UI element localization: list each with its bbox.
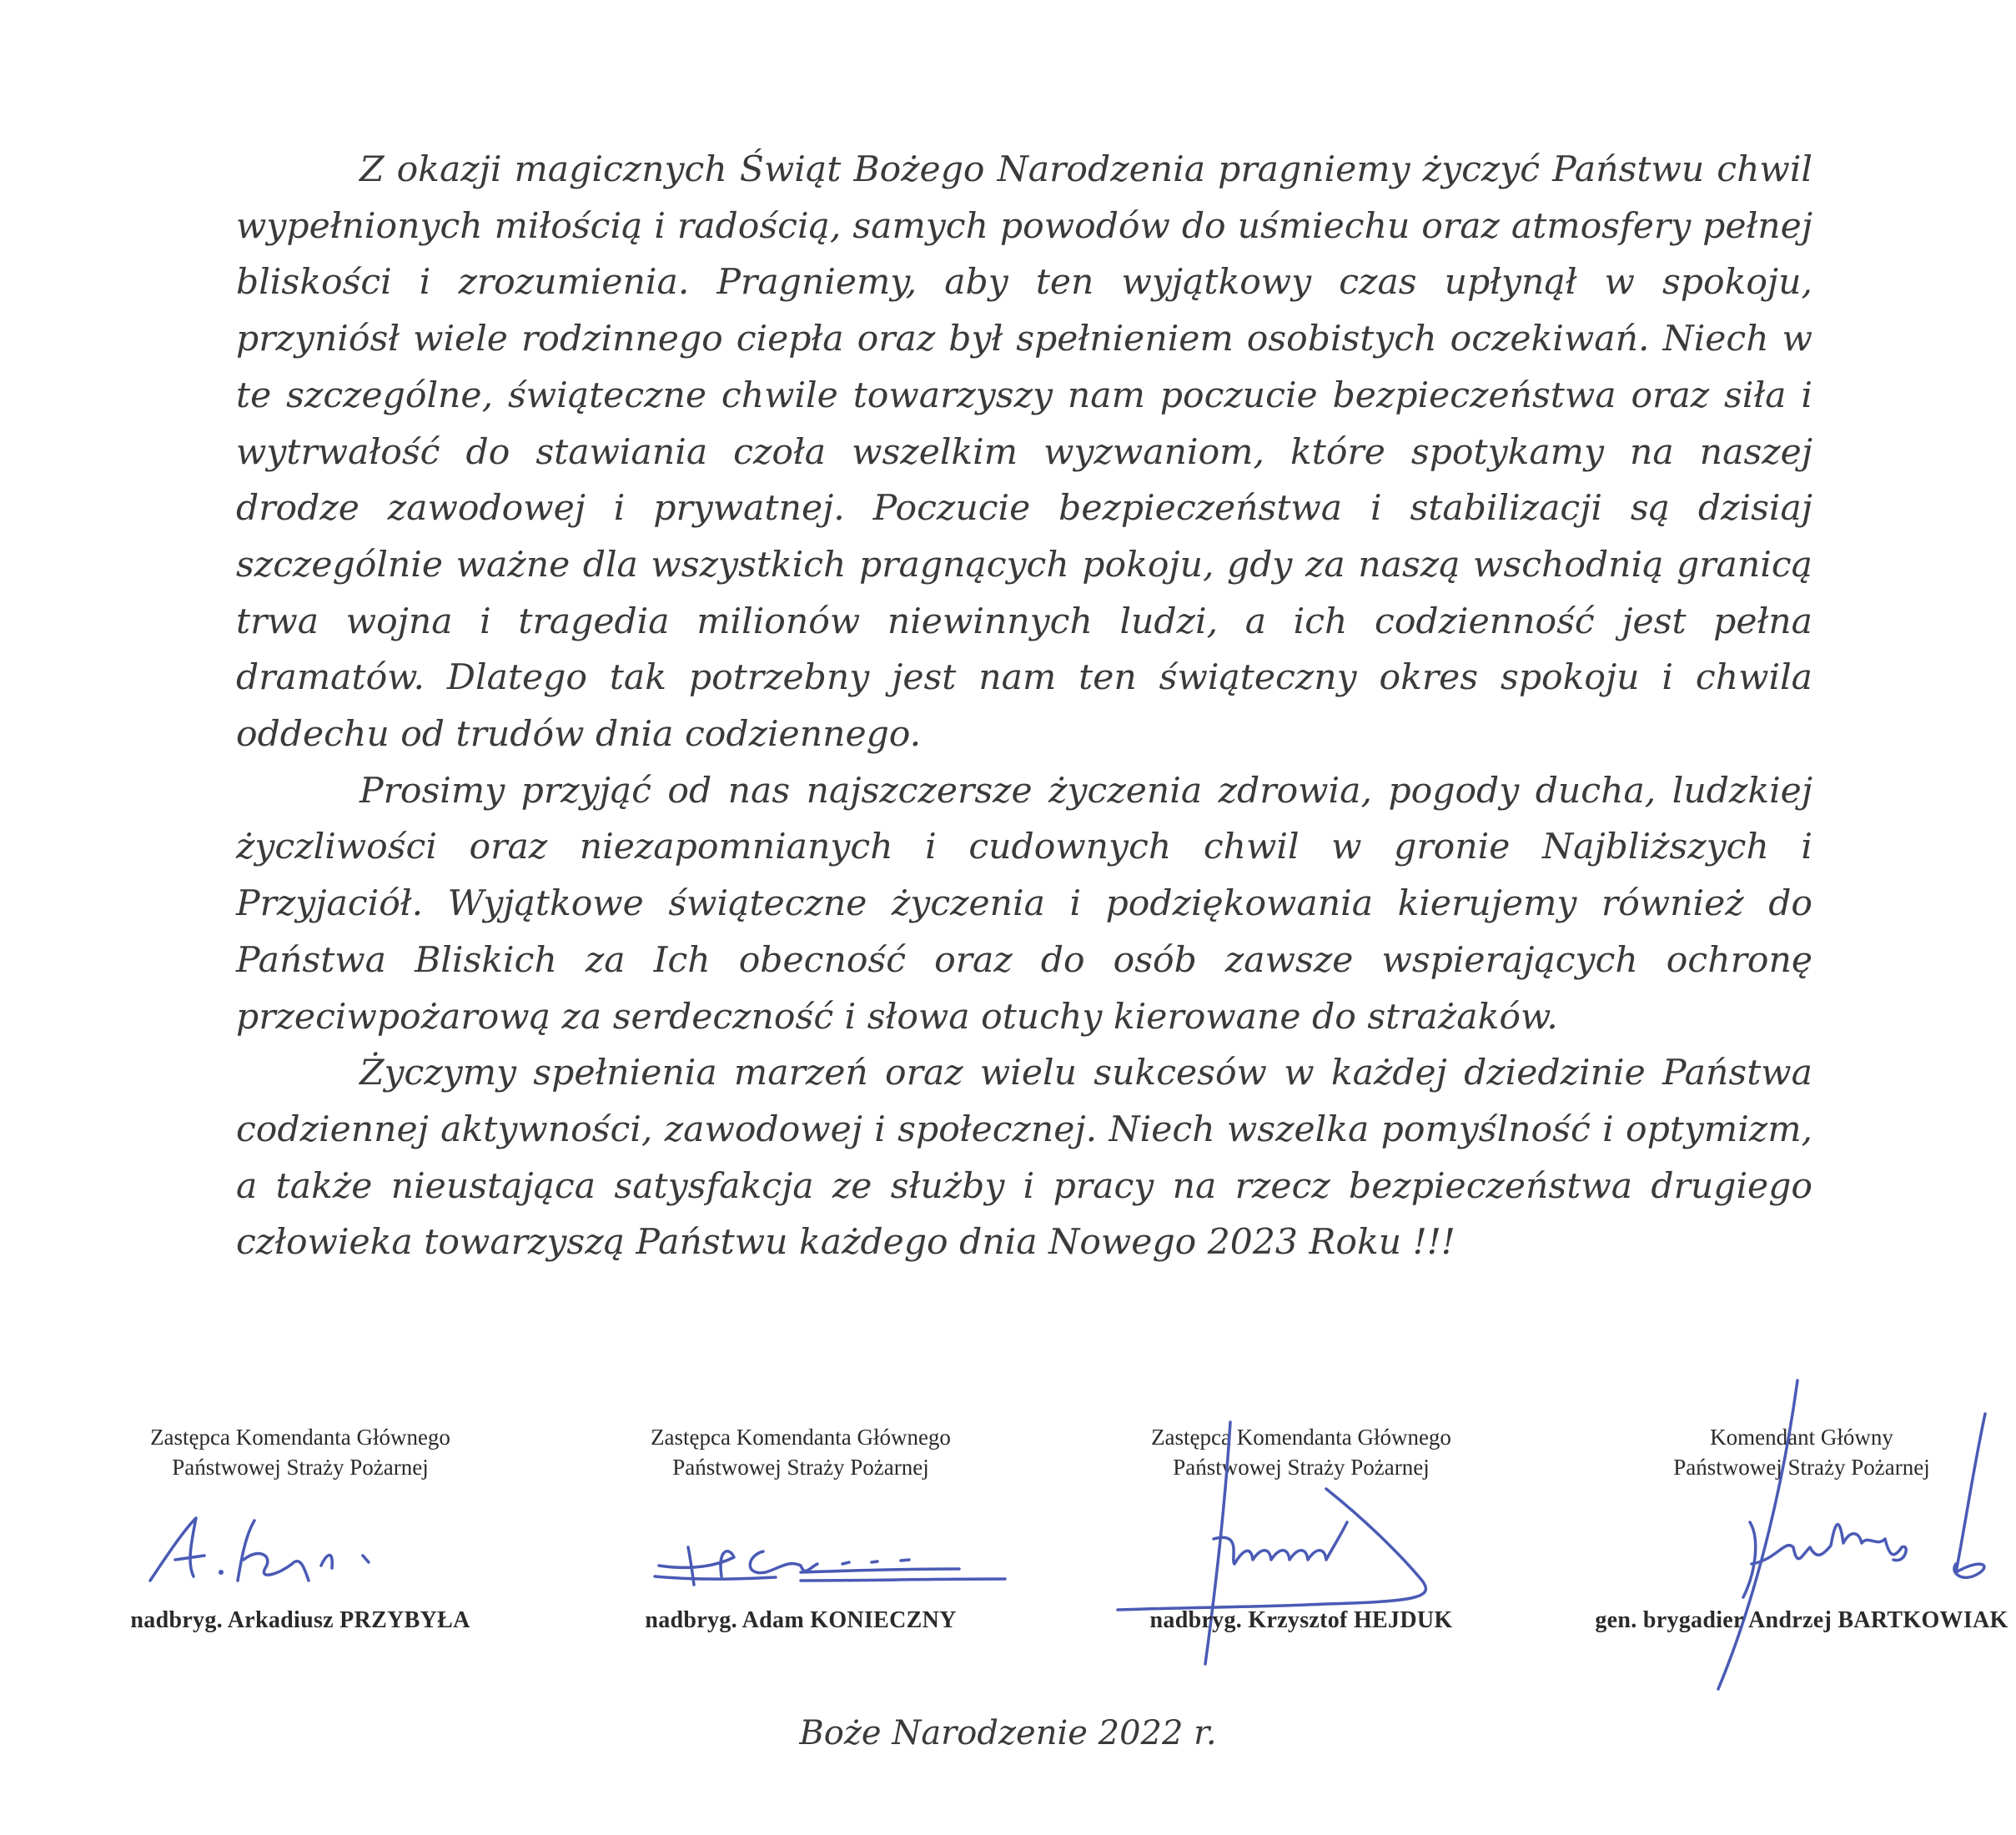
handwritten-signature-1 bbox=[50, 1422, 551, 1614]
signatory-2 bbox=[551, 1422, 1051, 1656]
signatory-role-line1: Zastępca Komendanta Głównego bbox=[651, 1425, 951, 1450]
letter-paragraph-2: Prosimy przyjąć od nas najszczersze życzenia zdrowia, pogody ducha, ludzkiej życzliwości oraz niezapomnianych i cudownych chwil w gronie Najbliższych i Przyjaciół. Wyjątkowe świąteczne życzenia i podziękowania kierujemy również do Państwa Bliskich za Ich obecność oraz do osób zawsze wspierających ochronę przeciwpożarową za serdeczność i słowa otuchy kierowane do strażaków. bbox=[236, 770, 1812, 1038]
handwritten-signature-3 bbox=[1051, 1422, 1551, 1672]
signatory-name: nadbryg. Adam KONIECZNY bbox=[645, 1607, 957, 1633]
handwritten-signature-4 bbox=[1551, 1422, 2016, 1697]
signatory-name: nadbryg. Arkadiusz PRZYBYŁA bbox=[130, 1607, 470, 1633]
letter-body bbox=[236, 142, 1812, 1271]
signatory-role-line2: Państwowej Straży Pożarnej bbox=[672, 1455, 929, 1480]
signatory-role-line2: Państwowej Straży Pożarnej bbox=[1673, 1455, 1930, 1480]
letter-paragraph-3: Życzymy spełnienia marzeń oraz wielu sukcesów w każdej dziedzinie Państwa codziennej aktywności, zawodowej i społecznej. Niech wszelka pomyślność i optymizm, a także nieustająca satysfakcja ze służby i pracy na rzecz bezpieczeństwa drugiego człowieka towarzyszą Państwu każdego dnia Nowego 2023 Roku !!! bbox=[236, 1053, 1812, 1264]
handwritten-signature-2 bbox=[551, 1422, 1051, 1614]
letter-paragraph-1: Z okazji magicznych Świąt Bożego Narodzenia pragniemy życzyć Państwu chwil wypełnionych miłością i radością, samych powodów do uśmiechu oraz atmosfery pełnej bliskości i zrozumienia. Pragniemy, aby ten wyjątkowy czas upłynął w spokoju, przyniósł wiele rodzinnego ciepła oraz był spełnieniem osobistych oczekiwań. Niech w te szczególne, świąteczne chwile towarzyszy nam poczucie bezpieczeństwa oraz siła i wytrwałość do stawiania czoła wszelkim wyzwaniom, które spotykamy na naszej drodze zawodowej i prywatnej. Poczucie bezpieczeństwa i stabilizacji są dzisiaj szczególnie ważne dla wszystkich pragnących pokoju, gdy za naszą wschodnią granicą trwa wojna i tragedia milionów niewinnych ludzi, a ich codzienność jest pełna dramatów. Dlatego tak potrzebny jest nam ten świąteczny okres spokoju i chwila oddechu od trudów dnia codziennego. bbox=[236, 149, 1812, 756]
signatory-4 bbox=[1551, 1422, 2016, 1656]
signatory-role-line1: Zastępca Komendanta Głównego bbox=[150, 1425, 450, 1450]
signatory-role-line1: Komendant Główny bbox=[1710, 1425, 1893, 1450]
signatory-1 bbox=[50, 1422, 551, 1656]
signature-block bbox=[50, 1422, 2008, 1656]
signatory-role-line1: Zastępca Komendanta Głównego bbox=[1151, 1425, 1451, 1450]
signatory-name: gen. brygadier Andrzej BARTKOWIAK bbox=[1595, 1607, 2008, 1633]
date-line: Boże Narodzenie 2022 r. bbox=[799, 1714, 1217, 1752]
signatory-name: nadbryg. Krzysztof HEJDUK bbox=[1149, 1607, 1453, 1633]
signatory-role-line2: Państwowej Straży Pożarnej bbox=[1173, 1455, 1430, 1480]
signatory-3 bbox=[1051, 1422, 1551, 1656]
signatory-role-line2: Państwowej Straży Pożarnej bbox=[172, 1455, 429, 1480]
